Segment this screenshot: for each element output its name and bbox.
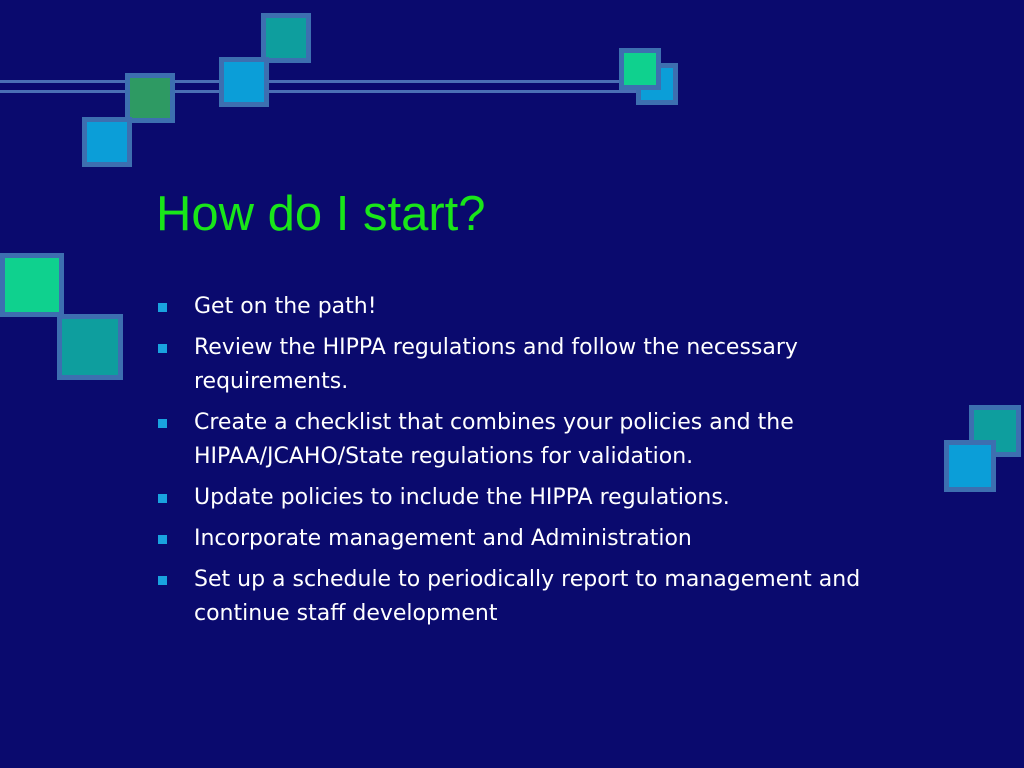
decorative-line-top — [0, 80, 655, 83]
bullet-text: Get on the path! — [194, 294, 377, 319]
decorative-square — [944, 440, 996, 492]
decorative-square — [125, 73, 175, 123]
decorative-square — [0, 253, 64, 317]
square-bullet-icon — [158, 344, 167, 353]
bullet-text: Incorporate management and Administration — [194, 526, 692, 551]
bullet-list — [156, 290, 916, 638]
decorative-square — [57, 314, 123, 380]
slide-title: How do I start? — [156, 187, 486, 241]
square-bullet-icon — [158, 303, 167, 312]
list-item — [156, 563, 916, 631]
list-item — [156, 290, 916, 324]
square-bullet-icon — [158, 576, 167, 585]
square-bullet-icon — [158, 494, 167, 503]
square-bullet-icon — [158, 535, 167, 544]
decorative-square — [82, 117, 132, 167]
list-item — [156, 522, 916, 556]
bullet-text: Review the HIPPA regulations and follow the necessary requirements. — [194, 335, 798, 394]
list-item — [156, 406, 916, 474]
decorative-square — [219, 57, 269, 107]
list-item — [156, 331, 916, 399]
decorative-square — [619, 48, 661, 90]
decorative-line-bottom — [0, 90, 645, 93]
square-bullet-icon — [158, 419, 167, 428]
decorative-square — [261, 13, 311, 63]
list-item — [156, 481, 916, 515]
bullet-text: Update policies to include the HIPPA regulations. — [194, 485, 730, 510]
bullet-text: Create a checklist that combines your policies and the HIPAA/JCAHO/State regulations for validation. — [194, 410, 794, 469]
bullet-text: Set up a schedule to periodically report to management and continue staff development — [194, 567, 861, 626]
